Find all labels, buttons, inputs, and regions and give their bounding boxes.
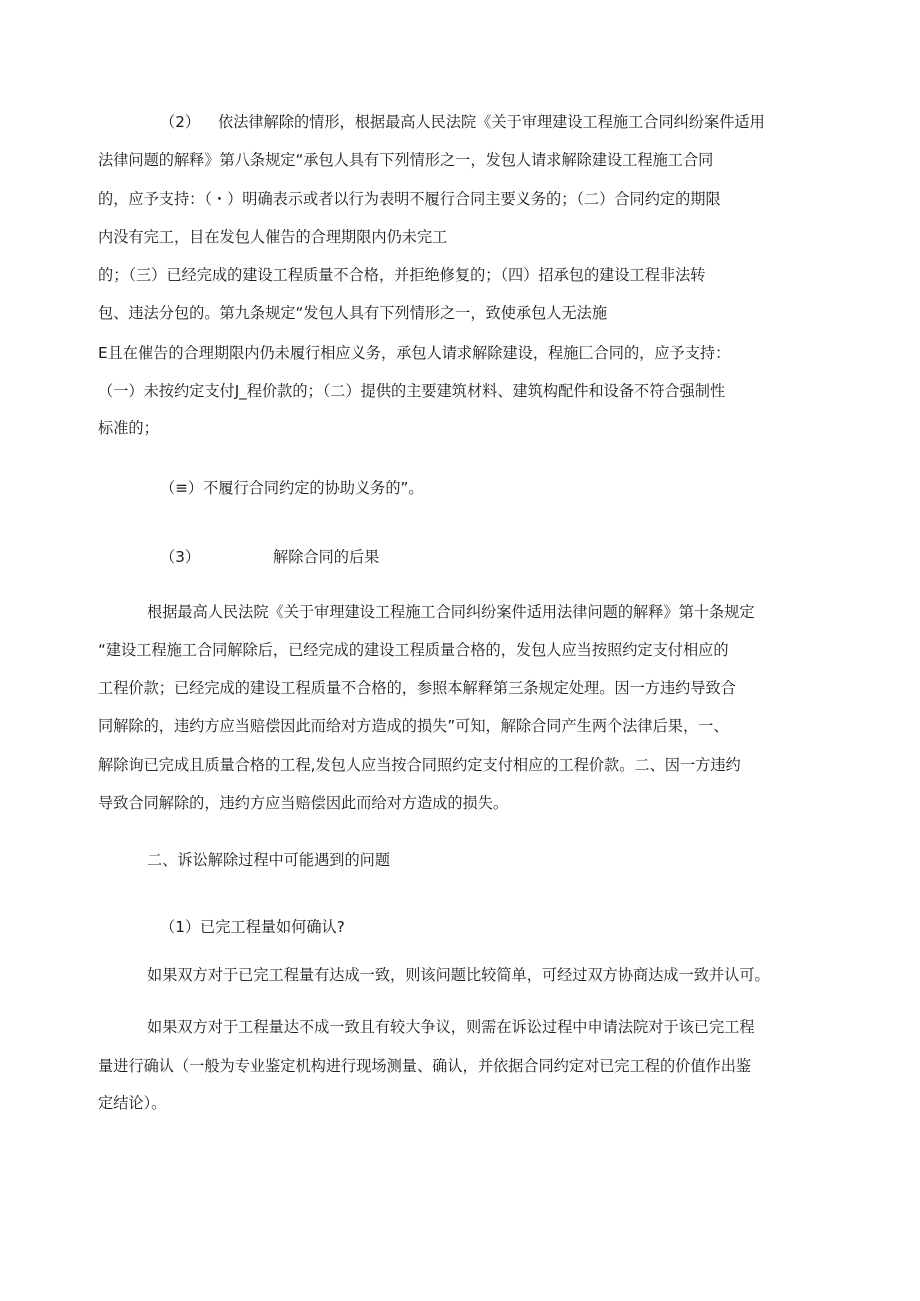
question-1-title: （1）已完工程量如何确认? xyxy=(160,918,345,936)
section3-line-1: 根据最高人民法院《关于审理建设工程施工合同纠纷案件适用法律问题的解释》第十条规定 xyxy=(147,603,755,621)
question-1-para-2-line-2: 量进行确认（一般为专业鉴定机构进行现场测量、确认，并依据合同约定对已完工程的价值作出鉴 xyxy=(98,1057,752,1075)
section2-label: （2） xyxy=(160,113,201,131)
section2-line-3: 的，应予支持：（・）明确表示或者以行为表明不履行合同主要义务的；（二）合同约定的期限 xyxy=(98,190,721,208)
question-1-para-2-line-3: 定结论）。 xyxy=(98,1094,167,1112)
section2-line-1: 依法律解除的情形，根据最高人民法院《关于审理建设工程施工合同纠纷案件适用 xyxy=(218,113,765,131)
section2-line-4: 内没有完工，目在发包人催告的合理期限内仍未完工 xyxy=(98,228,448,246)
section2-line-6: 包、违法分包的。第九条规定“发包人具有下列情形之一，致使承包人无法施 xyxy=(98,304,608,322)
section2-line-5: 的；（三）已经完成的建设工程质量不合格，并拒绝修复的；（四）招承包的建设工程非法转 xyxy=(98,266,706,284)
question-1-para-1: 如果双方对于已完工程量有达成一致，则该问题比较简单，可经过双方协商达成一致并认可。 xyxy=(147,966,770,984)
section3-line-4: 同解除的，违约方应当赔偿因此而给对方造成的损失”可知，解除合同产生两个法律后果，一、 xyxy=(98,717,729,735)
section3-line-6: 导致合同解除的，违约方应当赔偿因此而给对方造成的损失。 xyxy=(98,794,509,812)
section3-line-2: “建设工程施工合同解除后，已经完成的建设工程质量合格的，发包人应当按照约定支付相应的 xyxy=(98,641,729,659)
section3-title: 解除合同的后果 xyxy=(273,548,380,566)
section2-line-7: E且在催告的合理期限内仍未履行相应义务，承包人请求解除建设，程施匚合同的，应予支持： xyxy=(98,344,731,362)
heading-litigation-issues: 二、诉讼解除过程中可能遇到的问题 xyxy=(147,851,390,869)
section3-label: （3） xyxy=(160,548,201,566)
section2-line-9: 标准的； xyxy=(98,419,159,437)
section3-line-3: 工程价款；已经完成的建设工程质量不合格的，参照本解释第三条规定处理。因一方违约导致合 xyxy=(98,679,736,697)
section3-line-5: 解除询已完成且质量合格的工程,发包人应当按合同照约定支付相应的工程价款。二、因一方违约 xyxy=(98,756,741,774)
section2-line-2: 法律问题的解释》第八条规定“承包人具有下列情形之一，发包人请求解除建设工程施工合同 xyxy=(98,151,714,169)
question-1-para-2-line-1: 如果双方对于工程量达不成一致且有较大争议，则需在诉讼过程中申请法院对于该已完工程 xyxy=(147,1018,755,1036)
section2-item3: （≡）不履行合同约定的协助义务的”。 xyxy=(160,479,424,497)
section2-line-8: （一）未按约定支付J_程价款的；（二）提供的主要建筑材料、建筑构配件和设备不符合强制性 xyxy=(98,382,726,400)
